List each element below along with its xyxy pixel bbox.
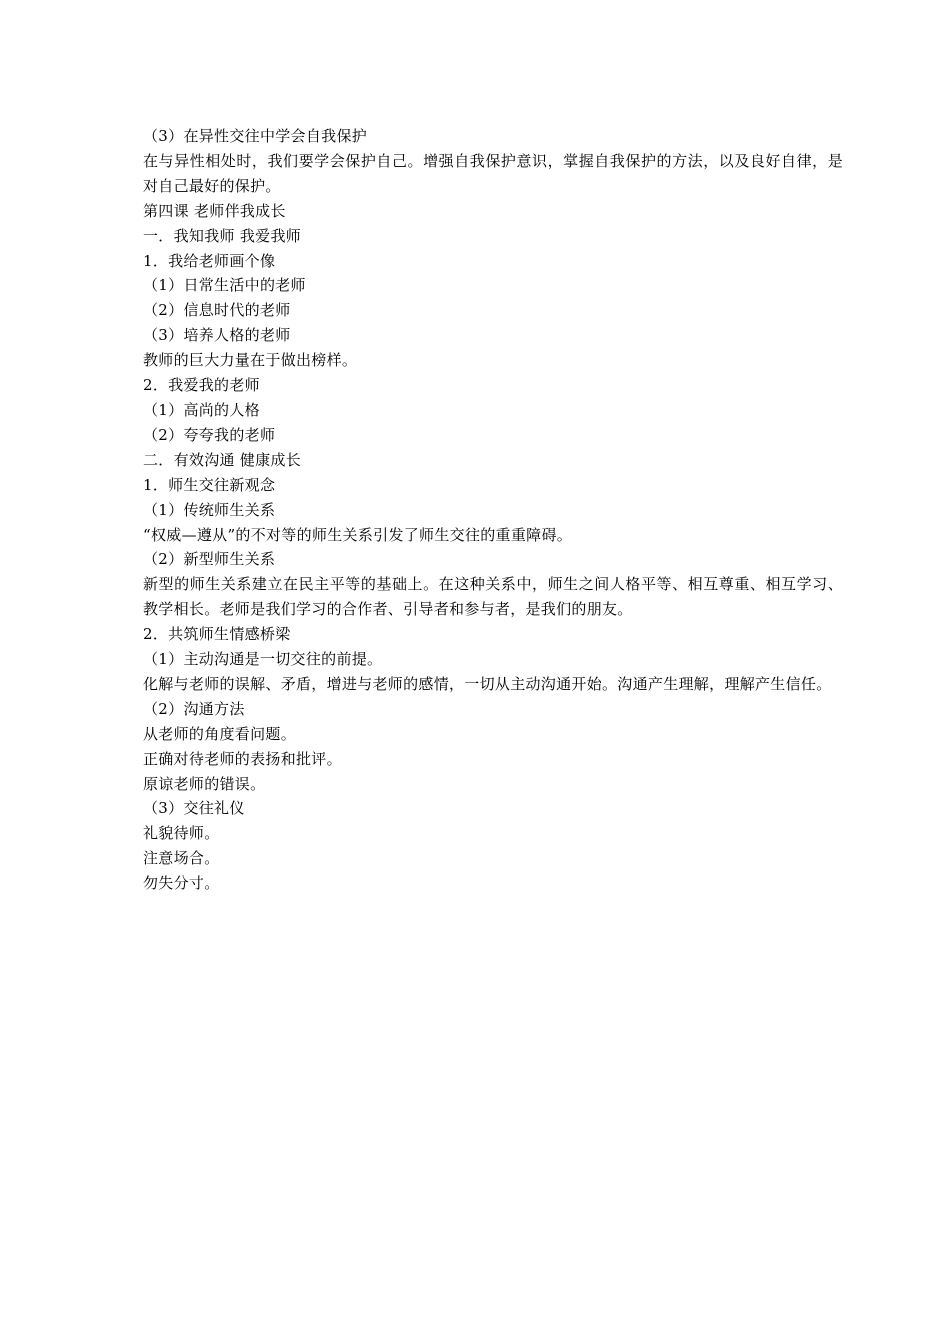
list-item: （2）夸夸我的老师: [143, 425, 276, 444]
paragraph: 从老师的角度看问题。: [143, 724, 297, 743]
list-item: （1）高尚的人格: [143, 400, 260, 419]
paragraph: 原谅老师的错误。: [143, 774, 266, 793]
lesson-title: 第四课 老师伴我成长: [143, 201, 286, 220]
paragraph: “权威—遵从”的不对等的师生关系引发了师生交往的重重障碍。: [143, 525, 573, 544]
paragraph: 勿失分寸。: [143, 874, 220, 893]
list-item: （3）培养人格的老师: [143, 326, 291, 345]
paragraph: 新型的师生关系建立在民主平等的基础上。在这种关系中，师生之间人格平等、相互尊重、相互学习、教学相长。老师是我们学习的合作者、引导者和参与者，是我们的朋友。: [143, 575, 843, 619]
subsection-heading: 2．我爱我的老师: [143, 376, 260, 395]
section-heading: 二．有效沟通 健康成长: [143, 450, 302, 469]
subheading: （3）在异性交往中学会自我保护: [143, 127, 368, 145]
document-body: [143, 124, 843, 896]
section-heading: 一．我知我师 我爱我师: [143, 226, 302, 245]
list-item: （1）传统师生关系: [143, 500, 276, 519]
subsection-heading: 1．我给老师画个像: [143, 251, 276, 270]
list-item: （2）新型师生关系: [143, 550, 276, 569]
paragraph: 教师的巨大力量在于做出榜样。: [143, 351, 358, 370]
list-item: （3）交往礼仪: [143, 799, 245, 818]
list-item: （2）信息时代的老师: [143, 301, 291, 320]
paragraph: 正确对待老师的表扬和批评。: [143, 749, 342, 768]
subsection-heading: 1．师生交往新观念: [143, 475, 276, 494]
list-item: （1）主动沟通是一切交往的前提。: [143, 650, 383, 669]
list-item: （2）沟通方法: [143, 699, 245, 718]
paragraph: 化解与老师的误解、矛盾，增进与老师的感情，一切从主动沟通开始。沟通产生理解，理解产生信任。: [143, 674, 832, 693]
paragraph: 礼貌待师。: [143, 824, 220, 843]
list-item: （1）日常生活中的老师: [143, 276, 306, 295]
paragraph: 注意场合。: [143, 849, 220, 868]
paragraph: 在与异性相处时，我们要学会保护自己。增强自我保护意识，掌握自我保护的方法，以及良好自律，是对自己最好的保护。: [143, 151, 843, 195]
subsection-heading: 2．共筑师生情感桥梁: [143, 625, 291, 644]
